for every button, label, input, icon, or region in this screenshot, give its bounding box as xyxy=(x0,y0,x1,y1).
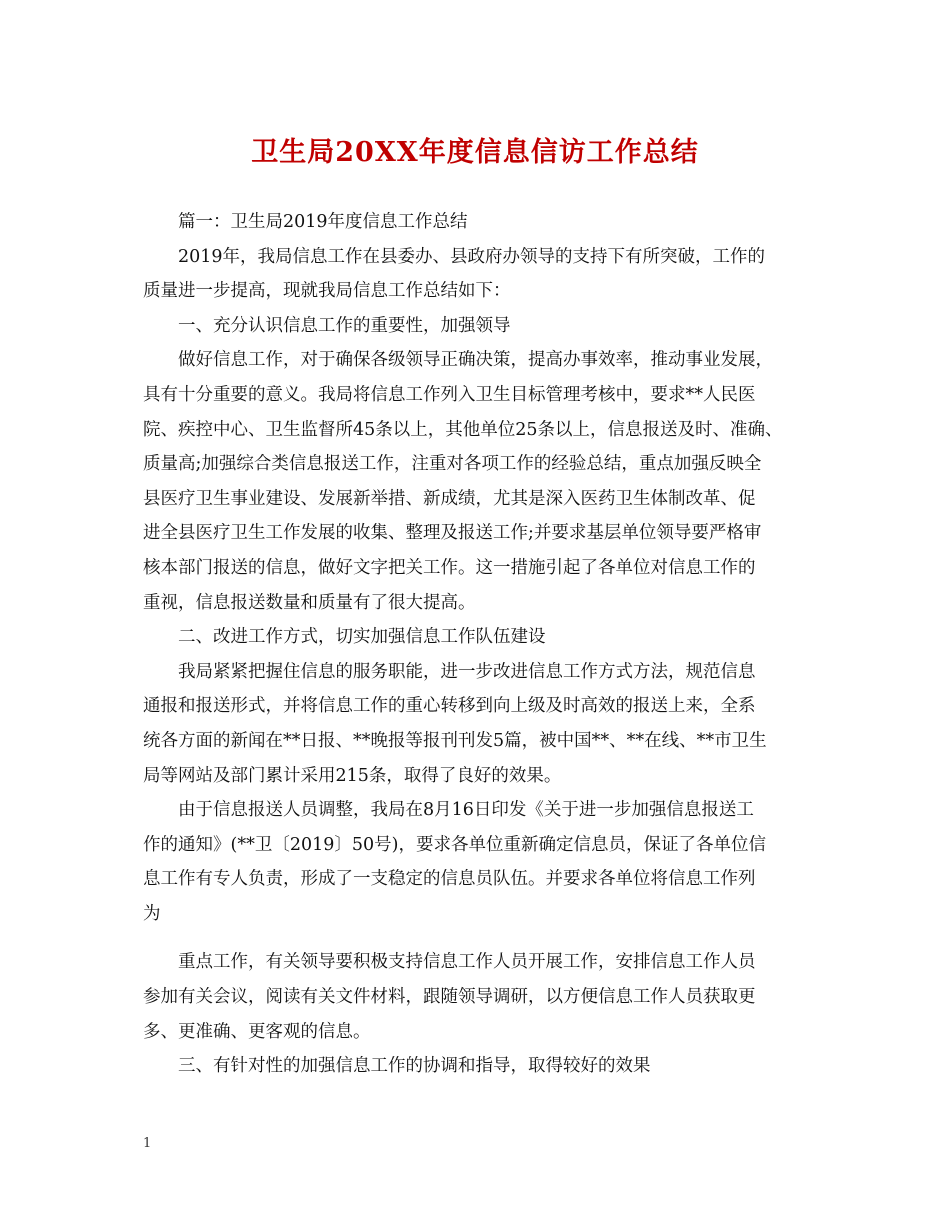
body-line: 重点工作，有关领导要积极支持信息工作人员开展工作，安排信息工作人员 xyxy=(178,952,756,973)
body-line: 质量进一步提高，现就我局信息工作总结如下： xyxy=(143,281,511,302)
document-body xyxy=(143,205,811,1084)
body-line: 篇一：卫生局2019年度信息工作总结 xyxy=(178,212,468,232)
body-line: 做好信息工作，对于确保各级领导正确决策，提高办事效率，推动事业发展， xyxy=(178,350,773,371)
body-line: 县医疗卫生事业建设、发展新举措、新成绩，尤其是深入医药卫生体制改革、促 xyxy=(143,488,756,509)
document-title: 卫生局20XX年度信息信访工作总结 xyxy=(251,137,699,168)
body-line: 局等网站及部门累计采用215条，取得了良好的效果。 xyxy=(143,765,562,786)
body-line: 院、疾控中心、卫生监督所45条以上，其他单位25条以上，信息报送及时、准确、 xyxy=(143,419,783,440)
body-line: 重视，信息报送数量和质量有了很大提高。 xyxy=(143,592,476,613)
body-line: 统各方面的新闻在**日报、**晚报等报刊刊发5篇，被中国**、**在线、**市卫生 xyxy=(143,730,767,751)
body-line: 通报和报送形式，并将信息工作的重心转移到向上级及时高效的报送上来，全系 xyxy=(143,696,756,717)
body-line: 核本部门报送的信息，做好文字把关工作。这一措施引起了各单位对信息工作的 xyxy=(143,557,756,578)
body-line: 质量高;加强综合类信息报送工作，注重对各项工作的经验总结，重点加强反映全 xyxy=(143,454,762,475)
body-line: 2019年，我局信息工作在县委办、县政府办领导的支持下有所突破，工作的 xyxy=(178,246,766,267)
body-line: 一、充分认识信息工作的重要性，加强领导 xyxy=(178,315,511,336)
body-line: 参加有关会议，阅读有关文件材料，跟随领导调研，以方便信息工作人员获取更 xyxy=(143,987,756,1008)
body-line: 为 xyxy=(143,903,161,924)
body-line: 三、有针对性的加强信息工作的协调和指导，取得较好的效果 xyxy=(178,1056,651,1077)
page-number: 1 xyxy=(143,1136,152,1151)
body-line: 多、更准确、更客观的信息。 xyxy=(143,1021,371,1042)
body-line: 我局紧紧把握住信息的服务职能，进一步改进信息工作方式方法，规范信息 xyxy=(178,661,756,682)
body-line: 具有十分重要的意义。我局将信息工作列入卫生目标管理考核中，要求**人民医 xyxy=(143,384,756,405)
body-line: 二、改进工作方式，切实加强信息工作队伍建设 xyxy=(178,627,546,648)
body-line: 息工作有专人负责，形成了一支稳定的信息员队伍。并要求各单位将信息工作列 xyxy=(143,869,756,890)
body-line: 进全县医疗卫生工作发展的收集、整理及报送工作;并要求基层单位领导要严格审 xyxy=(143,523,762,544)
body-line: 作的通知》(**卫〔2019〕50号)，要求各单位重新确定信息员，保证了各单位信 xyxy=(143,834,766,855)
body-line: 由于信息报送人员调整，我局在8月16日印发《关于进一步加强信息报送工 xyxy=(178,800,754,821)
